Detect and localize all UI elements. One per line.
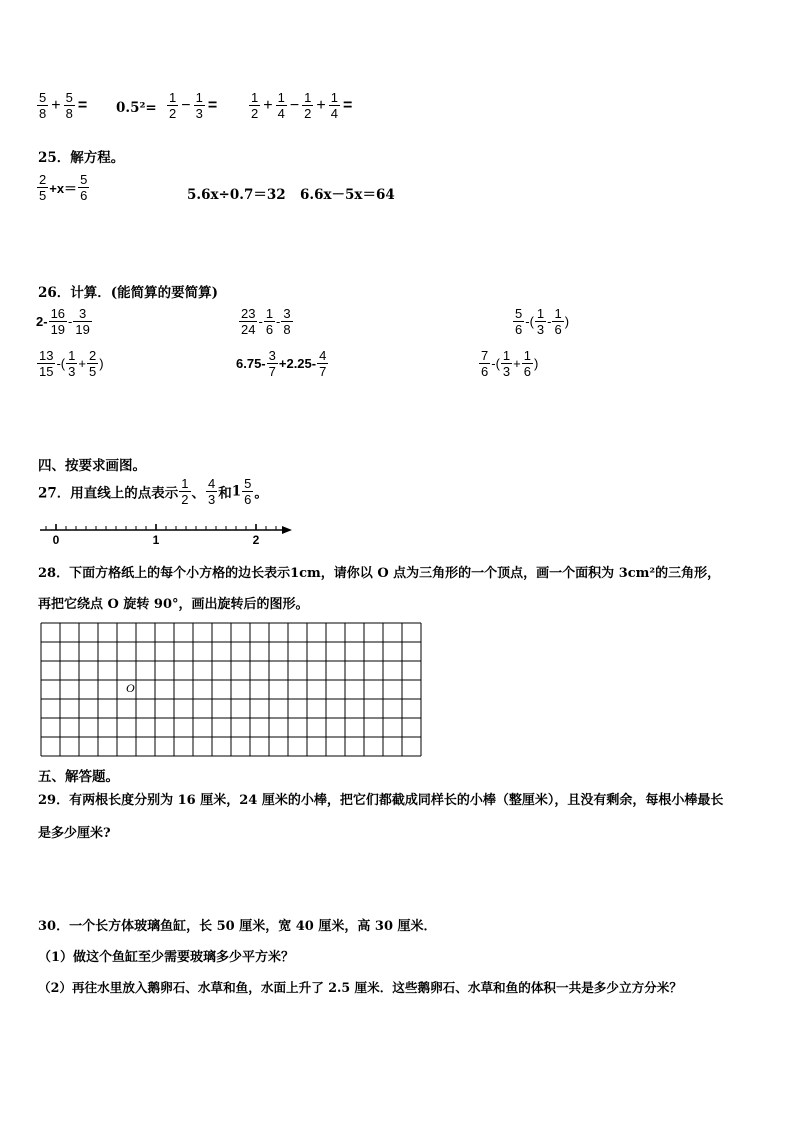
q25-equation-1: $\frac{2}{5}$ +x＝ $\frac{5}{6}$	[39, 172, 88, 203]
q30-line-2: （1）做这个鱼缸至少需要玻璃多少平方米？	[38, 950, 295, 965]
q30-line-3: （2）再往水里放入鹅卵石、水草和鱼，水面上升了 2.5 厘米．这些鹅卵石、水草和鱼的体积一共是多少立方分米？	[38, 980, 682, 995]
q26-expr-a: 2- $\frac{16}{19}$ - $\frac{3}{19}$	[36, 306, 90, 337]
tick-label-2: 2	[252, 533, 260, 546]
fraction: $\frac{1}{2}$	[169, 90, 177, 121]
number-line-ticks	[46, 524, 276, 530]
tick-label-0: 0	[52, 533, 60, 546]
q26-expr-e: 6.75- $\frac{3}{7}$ +2.25- $\frac{4}{7}$	[236, 348, 327, 379]
q29-line-1: 29．有两根长度分别为 16 厘米，24 厘米的小棒，把它们都截成同样长的小棒（整厘米），且没有剩余，每根小棒最长	[38, 793, 724, 808]
q24-expr-4: $\frac{1}{2}$ + $\frac{1}{4}$ − $\frac{1}{2}$ + $\frac{1}{4}$ =	[251, 90, 353, 121]
q30-line-1: 30．一个长方体玻璃鱼缸，长 50 厘米，宽 40 厘米，高 30 厘米．	[38, 919, 437, 934]
fraction: $\frac{1}{3}$	[195, 90, 203, 121]
q28-line-2: 再把它绕点 O 旋转 90°，画出旋转后的图形。	[38, 597, 309, 612]
point-o-label: O	[126, 681, 135, 695]
q24-expr-1: $\frac{5}{8}$ + $\frac{5}{8}$ =	[39, 90, 88, 121]
grid-paper	[40, 622, 422, 758]
section-5-heading: 五、解答题。	[38, 769, 119, 785]
tick-label-1: 1	[152, 533, 160, 546]
fraction: $\frac{5}{8}$	[39, 90, 47, 121]
number-line	[36, 520, 298, 546]
q26-expr-d: $\frac{13}{15}$ -( $\frac{1}{3}$ + $\frac{2}{5}$ )	[39, 348, 104, 379]
q24-expr-3: $\frac{1}{2}$ − $\frac{1}{3}$ =	[169, 90, 218, 121]
fraction: $\frac{5}{8}$	[65, 90, 73, 121]
q28-line-1: 28．下面方格纸上的每个小方格的边长表示1cm，请你以 O 点为三角形的一个顶点，画一个面积为 3cm²的三角形，	[38, 566, 721, 581]
q25-equation-3: 6.6x－5x＝64	[300, 187, 395, 203]
q25-equation-2: 5.6x÷0.7＝32	[187, 187, 286, 203]
q29-line-2: 是多少厘米?	[38, 826, 111, 841]
number-line-arrow	[282, 526, 292, 534]
q26-expr-f: $\frac{7}{6}$ -( $\frac{1}{3}$ + $\frac{1}{6}$ )	[481, 348, 539, 379]
grid-lines	[41, 623, 421, 756]
q26-expr-c: $\frac{5}{6}$ -( $\frac{1}{3}$ - $\frac{1}{6}$ )	[515, 306, 570, 337]
q26-expr-b: $\frac{23}{24}$ - $\frac{1}{6}$ - $\frac{3}{8}$	[241, 306, 291, 337]
q26-title: 26．计算．(能简算的要简算)	[38, 285, 219, 301]
q25-title: 25．解方程。	[38, 150, 125, 166]
q24-expr-2: 0.5²=	[116, 100, 157, 116]
section-4-heading: 四、按要求画图。	[38, 458, 146, 474]
q27-text: 27．用直线上的点表示 $\frac{1}{2}$ 、 $\frac{4}{3}$ 和1 $\frac{5}{6}$ 。	[38, 476, 268, 507]
